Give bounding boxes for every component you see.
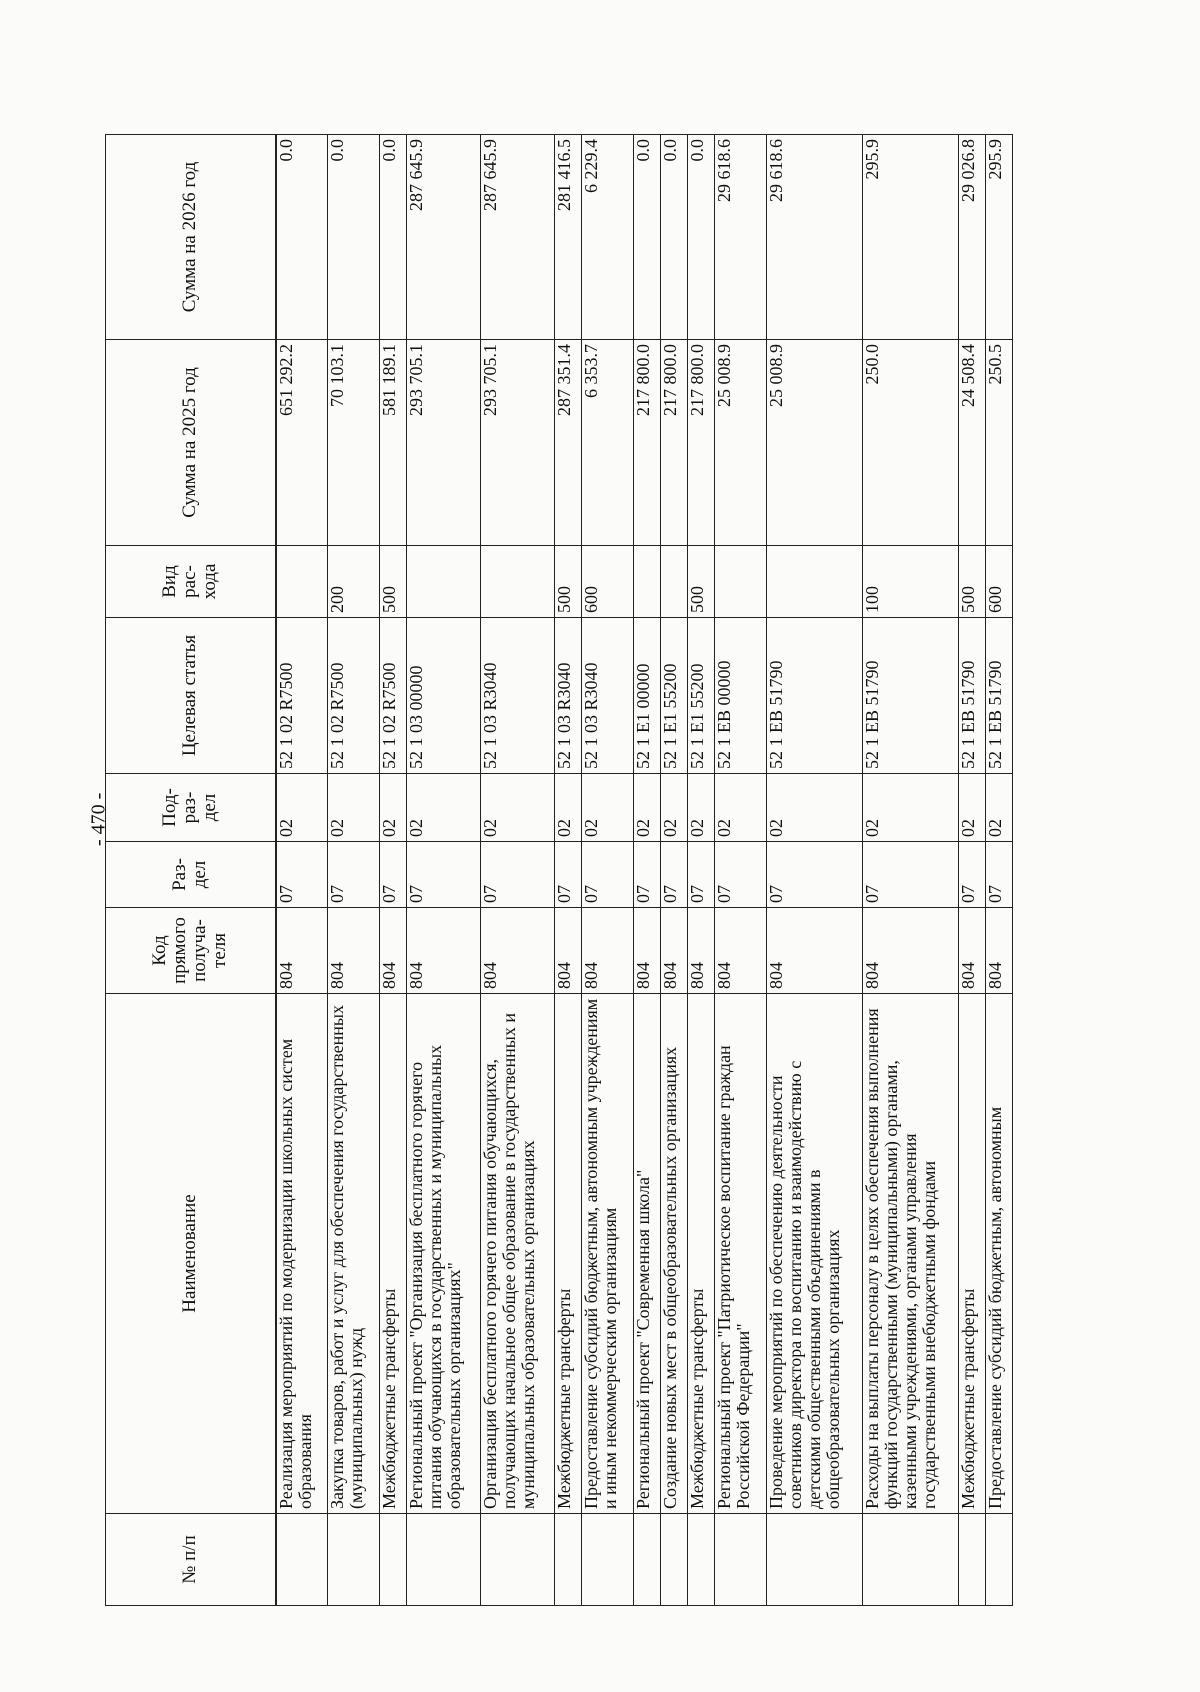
cell-subsection: 02 xyxy=(986,774,1013,842)
cell-sum-2026: 295.9 xyxy=(986,135,1013,340)
cell-num xyxy=(715,1514,767,1606)
cell-num xyxy=(582,1514,634,1606)
cell-num xyxy=(767,1514,863,1606)
cell-recipient: 804 xyxy=(863,908,959,994)
cell-target: 52 1 03 R3040 xyxy=(481,618,555,774)
cell-sum-2025: 293 705.1 xyxy=(481,340,555,546)
cell-recipient: 804 xyxy=(767,908,863,994)
cell-subsection: 02 xyxy=(688,774,715,842)
cell-section: 07 xyxy=(863,842,959,908)
cell-subsection: 02 xyxy=(767,774,863,842)
cell-subsection: 02 xyxy=(555,774,582,842)
cell-sum-2026: 0.0 xyxy=(634,135,661,340)
cell-sum-2025: 287 351.4 xyxy=(555,340,582,546)
cell-target: 52 1 EB 51790 xyxy=(986,618,1013,774)
cell-name: Проведение мероприятий по обеспечению деятельности советников директора по воспитанию и взаимодействию с детскими общественными объединениями в общеобразовательных организациях xyxy=(767,994,863,1514)
cell-section: 07 xyxy=(555,842,582,908)
cell-sum-2026: 0.0 xyxy=(328,135,380,340)
cell-sum-2025: 293 705.1 xyxy=(407,340,481,546)
cell-name: Создание новых мест в общеобразовательных организациях xyxy=(661,994,688,1514)
cell-recipient: 804 xyxy=(986,908,1013,994)
cell-name: Региональный проект "Организация бесплатного горячего питания обучающихся в государственных и муниципальных образовательных организациях" xyxy=(407,994,481,1514)
cell-recipient: 804 xyxy=(380,908,407,994)
cell-sum-2025: 217 800.0 xyxy=(661,340,688,546)
cell-target: 52 1 03 R3040 xyxy=(582,618,634,774)
cell-sum-2026: 0.0 xyxy=(276,135,328,340)
cell-sum-2025: 581 189.1 xyxy=(380,340,407,546)
cell-sum-2025: 250.0 xyxy=(863,340,959,546)
cell-subsection: 02 xyxy=(634,774,661,842)
cell-sum-2026: 0.0 xyxy=(688,135,715,340)
cell-sum-2026: 0.0 xyxy=(380,135,407,340)
cell-recipient: 804 xyxy=(661,908,688,994)
cell-section: 07 xyxy=(276,842,328,908)
table-row xyxy=(863,135,959,1606)
cell-num xyxy=(276,1514,328,1606)
header-sum-2025: Сумма на 2025 год xyxy=(106,340,276,546)
cell-name: Организация бесплатного горячего питания обучающихся, получающих начальное общее образование в государственных и муниципальных образовательных организациях xyxy=(481,994,555,1514)
header-expense: Вид рас-хода xyxy=(106,546,276,618)
cell-target: 52 1 03 00000 xyxy=(407,618,481,774)
table-row xyxy=(407,135,481,1606)
cell-sum-2025: 250.5 xyxy=(986,340,1013,546)
cell-target: 52 1 02 R7500 xyxy=(328,618,380,774)
cell-section: 07 xyxy=(986,842,1013,908)
page-number: - 470 - xyxy=(87,792,110,846)
table-row xyxy=(380,135,407,1606)
cell-sum-2026: 6 229.4 xyxy=(582,135,634,340)
cell-name: Региональный проект "Современная школа" xyxy=(634,994,661,1514)
header-section: Раз-дел xyxy=(106,842,276,908)
cell-section: 07 xyxy=(688,842,715,908)
cell-target: 52 1 03 R3040 xyxy=(555,618,582,774)
cell-recipient: 804 xyxy=(715,908,767,994)
cell-expense: 200 xyxy=(328,546,380,618)
cell-subsection: 02 xyxy=(481,774,555,842)
cell-target: 52 1 EB 51790 xyxy=(959,618,986,774)
cell-num xyxy=(959,1514,986,1606)
cell-section: 07 xyxy=(328,842,380,908)
table-row xyxy=(328,135,380,1606)
cell-sum-2026: 29 618.6 xyxy=(767,135,863,340)
cell-num xyxy=(661,1514,688,1606)
cell-sum-2026: 29 618.6 xyxy=(715,135,767,340)
cell-name: Предоставление субсидий бюджетным, автономным xyxy=(986,994,1013,1514)
cell-sum-2025: 70 103.1 xyxy=(328,340,380,546)
cell-expense: 500 xyxy=(380,546,407,618)
table-row xyxy=(986,135,1013,1606)
cell-section: 07 xyxy=(715,842,767,908)
cell-name: Предоставление субсидий бюджетным, автономным учреждениям и иным некоммерческим организациям xyxy=(582,994,634,1514)
cell-num xyxy=(481,1514,555,1606)
table-row xyxy=(481,135,555,1606)
cell-num xyxy=(380,1514,407,1606)
table-row xyxy=(661,135,688,1606)
cell-target: 52 1 02 R7500 xyxy=(380,618,407,774)
cell-target: 52 1 E1 55200 xyxy=(688,618,715,774)
cell-sum-2025: 217 800.0 xyxy=(688,340,715,546)
cell-section: 07 xyxy=(959,842,986,908)
cell-expense xyxy=(276,546,328,618)
cell-sum-2026: 0.0 xyxy=(661,135,688,340)
cell-subsection: 02 xyxy=(407,774,481,842)
header-sum-2026: Сумма на 2026 год xyxy=(106,135,276,340)
cell-sum-2025: 217 800.0 xyxy=(634,340,661,546)
cell-section: 07 xyxy=(767,842,863,908)
cell-recipient: 804 xyxy=(688,908,715,994)
cell-sum-2025: 651 292.2 xyxy=(276,340,328,546)
cell-expense xyxy=(715,546,767,618)
cell-subsection: 02 xyxy=(715,774,767,842)
cell-expense: 600 xyxy=(582,546,634,618)
cell-name: Реализация мероприятий по модернизации школьных систем образования xyxy=(276,994,328,1514)
cell-recipient: 804 xyxy=(328,908,380,994)
cell-expense xyxy=(634,546,661,618)
cell-subsection: 02 xyxy=(380,774,407,842)
cell-recipient: 804 xyxy=(582,908,634,994)
cell-num xyxy=(407,1514,481,1606)
cell-target: 52 1 E1 55200 xyxy=(661,618,688,774)
cell-expense: 500 xyxy=(959,546,986,618)
cell-recipient: 804 xyxy=(481,908,555,994)
table-row xyxy=(715,135,767,1606)
cell-sum-2026: 287 645.9 xyxy=(481,135,555,340)
header-target: Целевая статья xyxy=(106,618,276,774)
cell-subsection: 02 xyxy=(328,774,380,842)
cell-target: 52 1 EB 51790 xyxy=(863,618,959,774)
cell-name: Межбюджетные трансферты xyxy=(555,994,582,1514)
cell-sum-2025: 6 353.7 xyxy=(582,340,634,546)
cell-subsection: 02 xyxy=(863,774,959,842)
cell-num xyxy=(863,1514,959,1606)
cell-name: Межбюджетные трансферты xyxy=(959,994,986,1514)
cell-name: Закупка товаров, работ и услуг для обеспечения государственных (муниципальных) нужд xyxy=(328,994,380,1514)
cell-name: Региональный проект "Патриотическое воспитание граждан Российской Федерации" xyxy=(715,994,767,1514)
cell-recipient: 804 xyxy=(555,908,582,994)
cell-section: 07 xyxy=(582,842,634,908)
cell-section: 07 xyxy=(634,842,661,908)
cell-subsection: 02 xyxy=(582,774,634,842)
cell-num xyxy=(328,1514,380,1606)
cell-name: Межбюджетные трансферты xyxy=(688,994,715,1514)
header-subsection: Под-раз-дел xyxy=(106,774,276,842)
cell-num xyxy=(688,1514,715,1606)
header-name: Наименование xyxy=(106,994,276,1514)
cell-section: 07 xyxy=(380,842,407,908)
header-row xyxy=(106,135,276,1606)
cell-recipient: 804 xyxy=(407,908,481,994)
cell-section: 07 xyxy=(661,842,688,908)
table-row xyxy=(767,135,863,1606)
cell-section: 07 xyxy=(481,842,555,908)
cell-num xyxy=(986,1514,1013,1606)
table-row xyxy=(634,135,661,1606)
cell-expense: 600 xyxy=(986,546,1013,618)
cell-expense xyxy=(661,546,688,618)
table-row xyxy=(582,135,634,1606)
cell-expense: 100 xyxy=(863,546,959,618)
cell-recipient: 804 xyxy=(959,908,986,994)
cell-sum-2026: 287 645.9 xyxy=(407,135,481,340)
cell-sum-2026: 29 026.8 xyxy=(959,135,986,340)
cell-name: Расходы на выплаты персоналу в целях обеспечения выполнения функций государственными (муниципальными) органами, казенными учреждениями, органами управления государственными внебюджетными фондами xyxy=(863,994,959,1514)
table-row xyxy=(555,135,582,1606)
cell-num xyxy=(634,1514,661,1606)
cell-sum-2025: 25 008.9 xyxy=(715,340,767,546)
cell-recipient: 804 xyxy=(634,908,661,994)
cell-expense: 500 xyxy=(688,546,715,618)
cell-subsection: 02 xyxy=(959,774,986,842)
cell-section: 07 xyxy=(407,842,481,908)
table-row xyxy=(688,135,715,1606)
cell-expense xyxy=(407,546,481,618)
cell-expense xyxy=(481,546,555,618)
cell-num xyxy=(555,1514,582,1606)
table-body xyxy=(276,135,1013,1606)
cell-subsection: 02 xyxy=(661,774,688,842)
cell-sum-2026: 281 416.5 xyxy=(555,135,582,340)
header-recipient: Код прямого получа-теля xyxy=(106,908,276,994)
table-row xyxy=(959,135,986,1606)
cell-target: 52 1 EB 00000 xyxy=(715,618,767,774)
budget-table xyxy=(105,134,1013,1606)
cell-sum-2025: 25 008.9 xyxy=(767,340,863,546)
cell-target: 52 1 02 R7500 xyxy=(276,618,328,774)
cell-recipient: 804 xyxy=(276,908,328,994)
cell-sum-2026: 295.9 xyxy=(863,135,959,340)
cell-sum-2025: 24 508.4 xyxy=(959,340,986,546)
budget-table-container xyxy=(105,135,1063,1606)
cell-target: 52 1 E1 00000 xyxy=(634,618,661,774)
cell-target: 52 1 EB 51790 xyxy=(767,618,863,774)
cell-name: Межбюджетные трансферты xyxy=(380,994,407,1514)
cell-expense xyxy=(767,546,863,618)
table-row xyxy=(276,135,328,1606)
cell-subsection: 02 xyxy=(276,774,328,842)
header-num: № п/п xyxy=(106,1514,276,1606)
cell-expense: 500 xyxy=(555,546,582,618)
